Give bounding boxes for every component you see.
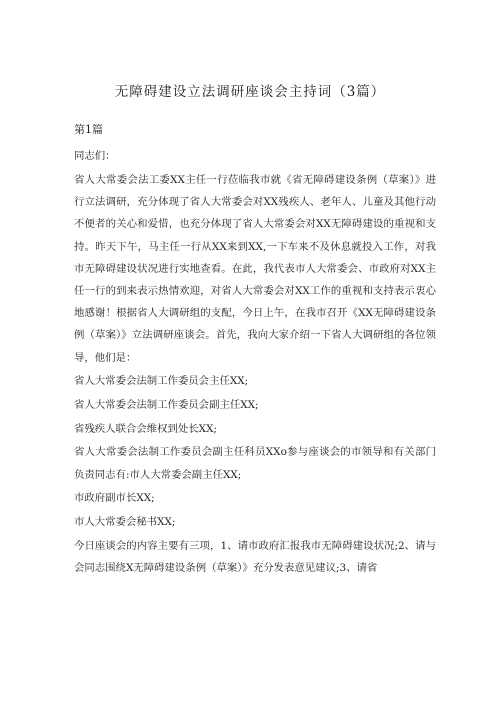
paragraph-member-5: 市政府副市长XX; (74, 492, 155, 505)
paragraph-member-2: 省人大常委会法制工作委员会副主任XX; (74, 398, 259, 411)
paragraph-intro: 省人大常委会法工委XX主任一行莅临我市就《省无障碍建设条例（草案）》进行立法调研，充分体现了省人大常委会对XX残疾人、老年人、儿童及其他行动不便者的关心和爱惜，也充分体现了省人大常委会对XX无障碍建设的重视和支持。昨天下午，马主任一行从XX来到XX,一下车来不及休息就投入工作，对我市无障碍建设状况进行实地查看。在此，我代表市人大常委会、市政府对XX主任一行的到来表示热情欢迎，对省人大常委会对XX工作的重视和支持表示衷心地感谢！根据省人大调研组的支配，今日上午，在我市召开《XX无障碍建设条例（草案）》立法调研座谈会。首先，我向大家介绍一下省人大调研组的各位领导，他们是： (74, 173, 436, 364)
paragraph-member-3: 省残疾人联合会维权到处长XX; (74, 422, 217, 435)
paragraph-agenda: 今日座谈会的内容主要有三项，1、请市政府汇报我市无障碍建设状况;2、请与会同志围绕X无障碍建设条例（草案）》充分发表意见建议;3、请省 (74, 539, 436, 574)
document-title: 无障碍建设立法调研座谈会主持词（3篇） (114, 84, 386, 100)
salutation: 同志们： (74, 150, 116, 163)
document-body (74, 119, 436, 581)
part-heading: 第1篇 (74, 123, 103, 136)
paragraph-member-4: 省人大常委会法制工作委员会副主任科员XXo参与座谈会的市领导和有关部门负责同志有:市人大常委会副主任XX; (74, 446, 436, 481)
paragraph-member-6: 市人大常委会秘书XX; (74, 515, 176, 528)
paragraph-member-1: 省人大常委会法制工作委员会主任XX; (74, 375, 249, 388)
